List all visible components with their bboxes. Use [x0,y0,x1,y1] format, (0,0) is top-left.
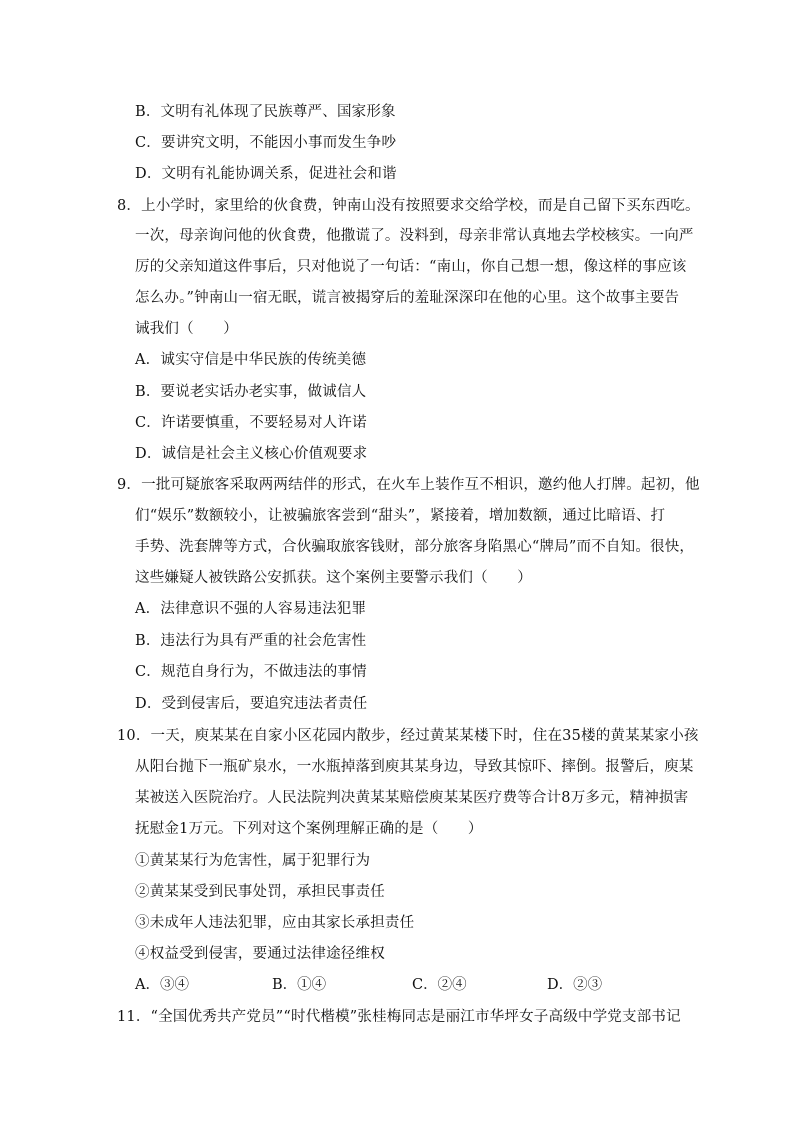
q9-stem-line-4: 这些嫌疑人被铁路公安抓获。这个案例主要警示我们（ ） [135,570,532,586]
q10-choice-c: C．②④ [412,977,467,993]
q7-option-c: C．要讲究文明，不能因小事而发生争吵 [135,135,397,151]
q8-stem-line-3: 厉的父亲知道这件事后，只对他说了一句话：“南山，你自己想一想，像这样的事应该 [135,259,687,275]
q9-option-b: B．违法行为具有严重的社会危害性 [135,633,367,649]
q10-choice-a: A．③④ [135,977,189,993]
q10-stem-line-1: 10．一天，庾某某在自家小区花园内散步，经过黄某某楼下时，住在35楼的黄某某家小孩 [117,728,699,744]
q9-option-a: A．法律意识不强的人容易违法犯罪 [135,601,367,617]
q8-option-a: A．诚实守信是中华民族的传统美德 [135,352,367,368]
q8-stem-line-4: 怎么办。”钟南山一宿无眠，谎言被揭穿后的羞耻深深印在他的心里。这个故事主要告 [135,290,680,306]
q8-option-c: C．许诺要慎重，不要轻易对人许诺 [135,415,367,431]
q9-stem-line-1: 9．一批可疑旅客采取两两结伴的形式，在火车上装作互不相识，邀约他人打牌。起初，他 [117,477,700,493]
q10-stem-line-3: 某被送入医院治疗。人民法院判决黄某某赔偿庾某某医疗费等合计8万多元，精神损害 [135,790,689,806]
q10-statement-3: ③未成年人违法犯罪，应由其家长承担责任 [135,915,415,931]
q10-statement-4: ④权益受到侵害，要通过法律途径维权 [135,946,385,962]
q11-stem-line-1: 11．“全国优秀共产党员”“时代楷模”张桂梅同志是丽江市华坪女子高级中学党支部书记 [117,1009,681,1025]
q9-stem-line-3: 手势、洗套牌等方式，合伙骗取旅客钱财，部分旅客身陷黑心“牌局”而不自知。很快， [135,539,695,555]
q10-statement-2: ②黄某某受到民事处罚，承担民事责任 [135,884,385,900]
q9-option-d: D．受到侵害后，要追究违法者责任 [135,696,368,712]
q10-statement-1: ①黄某某行为危害性，属于犯罪行为 [135,853,371,869]
q8-stem-line-2: 一次，母亲询问他的伙食费，他撒谎了。没料到，母亲非常认真地去学校核实。一向严 [135,228,694,244]
q8-option-b: B．要说老实话办老实事，做诚信人 [135,384,367,400]
q8-option-d: D．诚信是社会主义核心价值观要求 [135,446,368,462]
q10-stem-line-2: 从阳台抛下一瓶矿泉水，一水瓶掉落到庾其某身边，导致其惊吓、摔倒。报警后，庾某 [135,759,694,775]
q8-stem-line-5: 诫我们（ ） [135,321,238,337]
q7-option-b: B．文明有礼体现了民族尊严、国家形象 [135,104,396,120]
q10-stem-line-4: 抚慰金1万元。下列对这个案例理解正确的是（ ） [135,821,483,837]
q10-choice-b: B．①④ [272,977,327,993]
q8-stem-line-1: 8．上小学时，家里给的伙食费，钟南山没有按照要求交给学校，而是自己留下买东西吃。 [117,198,700,214]
q10-choice-d: D．②③ [547,977,603,993]
q9-option-c: C．规范自身行为，不做违法的事情 [135,664,367,680]
q7-option-d: D．文明有礼能协调关系，促进社会和谐 [135,166,397,182]
q9-stem-line-2: 们“娱乐”数额较小，让被骗旅客尝到“甜头”，紧接着，增加数额，通过比暗语、打 [135,508,666,524]
q10-choices [135,975,695,995]
